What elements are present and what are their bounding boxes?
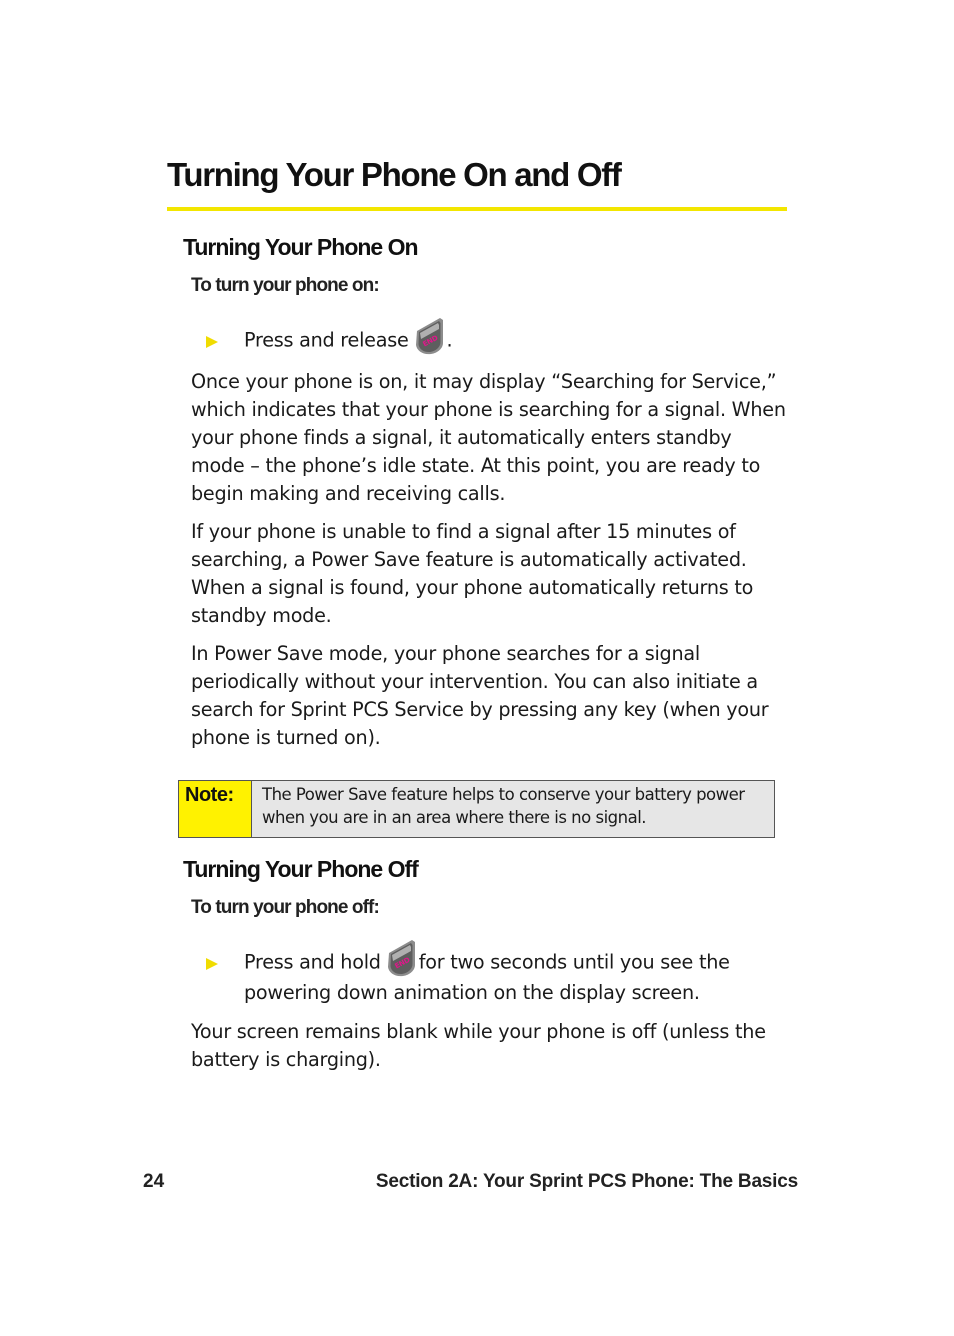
note-label: Note: [185,784,234,806]
section-heading-on: Turning Your Phone On [183,234,418,260]
bullet-triangle-icon [206,958,218,970]
bullet-triangle-icon [206,336,218,348]
bullet-press-hold [206,949,791,1009]
end-power-key-icon [413,317,445,355]
subheading-off: To turn your phone off: [191,897,379,918]
section-heading-off: Turning Your Phone Off [183,856,418,882]
paragraph-power-save: If your phone is unable to find a signal after 15 minutes of searching, a Power Save feature is automatically activated. When a signal is found, your phone automatically returns to standby mode. [191,520,754,627]
paragraph-power-save-mode: In Power Save mode, your phone searches for a signal periodically without your intervention. You can also initiate a search for Sprint PCS Service by pressing any key (when your phone is turned on). [191,642,769,749]
paragraph-screen-blank: Your screen remains blank while your phone is off (unless the battery is charging). [191,1020,766,1071]
note-label-cell [179,781,252,837]
title-rule [167,207,787,211]
bullet-text-before: Press and hold [244,950,381,974]
subheading-on: To turn your phone on: [191,275,379,296]
bullet-text-after: for two seconds until you see the [418,950,730,974]
bullet-press-release [206,327,791,357]
bullet-text-before: Press and release [244,328,409,352]
note-text: The Power Save feature helps to conserve your battery power when you are in an area where there is no signal. [252,781,774,837]
bullet-text [244,327,452,355]
paragraph-searching: Once your phone is on, it may display “Searching for Service,” which indicates that your phone is searching for a signal. When your phone finds a signal, it automatically enters standby mode – the phone’s idle state. At this point, you are ready to begin making and receiving calls. [191,370,786,505]
end-power-key-icon [385,939,417,977]
page-title: Turning Your Phone On and Off [167,156,621,193]
footer-section-title: Section 2A: Your Sprint PCS Phone: The Basics [375,1171,798,1192]
bullet-continuation: powering down animation on the display screen. [244,981,700,1004]
page-number: 24 [143,1171,165,1192]
bullet-text [244,949,730,977]
note-box [178,780,775,838]
bullet-text-after: . [446,328,453,352]
